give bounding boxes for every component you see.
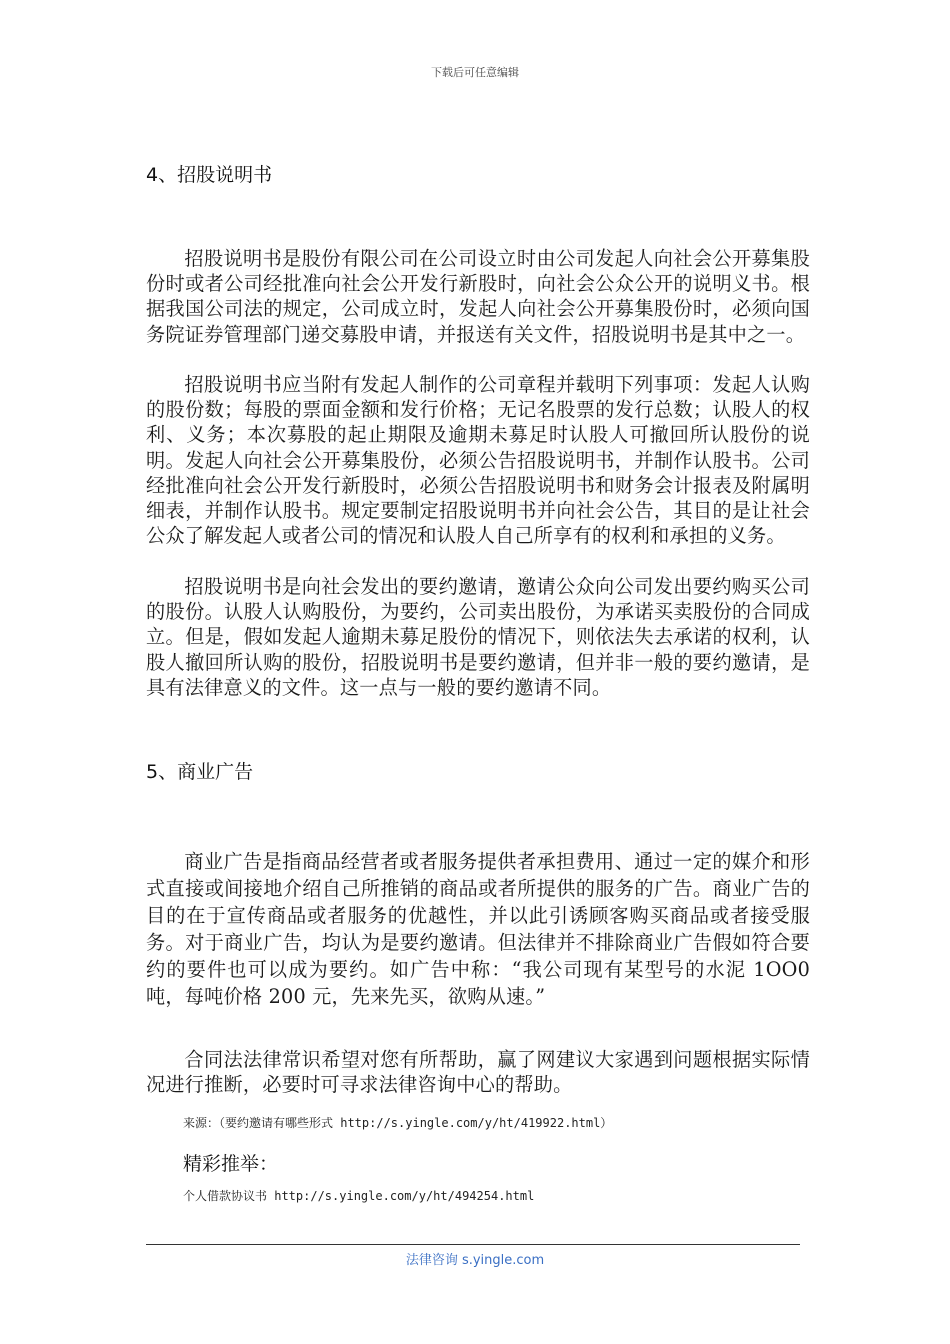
section-heading-prospectus: 4、招股说明书 (146, 164, 273, 186)
paragraph: 商业广告是指商品经营者或者服务提供者承担费用、通过一定的媒介和形式直接或间接地介绍自己所推销的商品或者所提供的服务的广告。商业广告的目的在于宣传商品或者服务的优越性，并以此引诱顾客购买商品或者接受服务。对于商业广告，均认为是要约邀请。但法律并不排除商业广告假如符合要约的要件也可以成为要约。如广告中称：“我公司现有某型号的水泥 1OO0 吨，每吨价格 200 元，先来先买，欲购从速。” (146, 850, 810, 1008)
paragraph: 招股说明书应当附有发起人制作的公司章程并载明下列事项：发起人认购的股份数；每股的票面金额和发行价格；无记名股票的发行总数；认股人的权利、义务；本次募股的起止期限及逾期未募足时认股人可撤回所认股份的说明。发起人向社会公开募集股份，必须公告招股说明书，并制作认股书。公司经批准向社会公开发行新股时，必须公告招股说明书和财务会计报表及附属明细表，并制作认股书。规定要制定招股说明书并向社会公告，其目的是让社会公众了解发起人或者公司的情况和认股人自己所享有的权利和承担的义务。 (146, 373, 810, 548)
paragraph: 招股说明书是向社会发出的要约邀请，邀请公众向公司发出要约购买公司的股份。认股人认购股份，为要约，公司卖出股份，为承诺买卖股份的合同成立。但是，假如发起人逾期未募足股份的情况下，则依法失去承诺的权利，认股人撤回所认购的股份，招股说明书是要约邀请，但并非一般的要约邀请，是具有法律意义的文件。这一点与一般的要约邀请不同。 (146, 575, 810, 699)
paragraph: 招股说明书是股份有限公司在公司设立时由公司发起人向社会公开募集股份时或者公司经批准向社会公开发行新股时，向社会公众公开的说明义书。根据我国公司法的规定，公司成立时，发起人向社会公开募集股份时，必须向国务院证券管理部门递交募股申请，并报送有关文件，招股说明书是其中之一。 (146, 247, 810, 346)
footer-divider (146, 1244, 800, 1245)
source-link[interactable]: 来源：（要约邀请有哪些形式 http://s.yingle.com/y/ht/419922.html） (183, 1116, 613, 1130)
paragraph: 合同法法律常识希望对您有所帮助，赢了网建议大家遇到问题根据实际情况进行推断，必要时可寻求法律咨询中心的帮助。 (146, 1048, 810, 1097)
footer-link[interactable]: 法律咨询 s.yingle.com (405, 1253, 545, 1268)
recommend-title: 精彩推举： (183, 1153, 279, 1175)
recommend-link[interactable]: 个人借款协议书 http://s.yingle.com/y/ht/494254.html (183, 1189, 535, 1203)
section-heading-advertising: 5、商业广告 (146, 761, 254, 783)
page-header: 下载后可任意编辑 (431, 66, 519, 79)
